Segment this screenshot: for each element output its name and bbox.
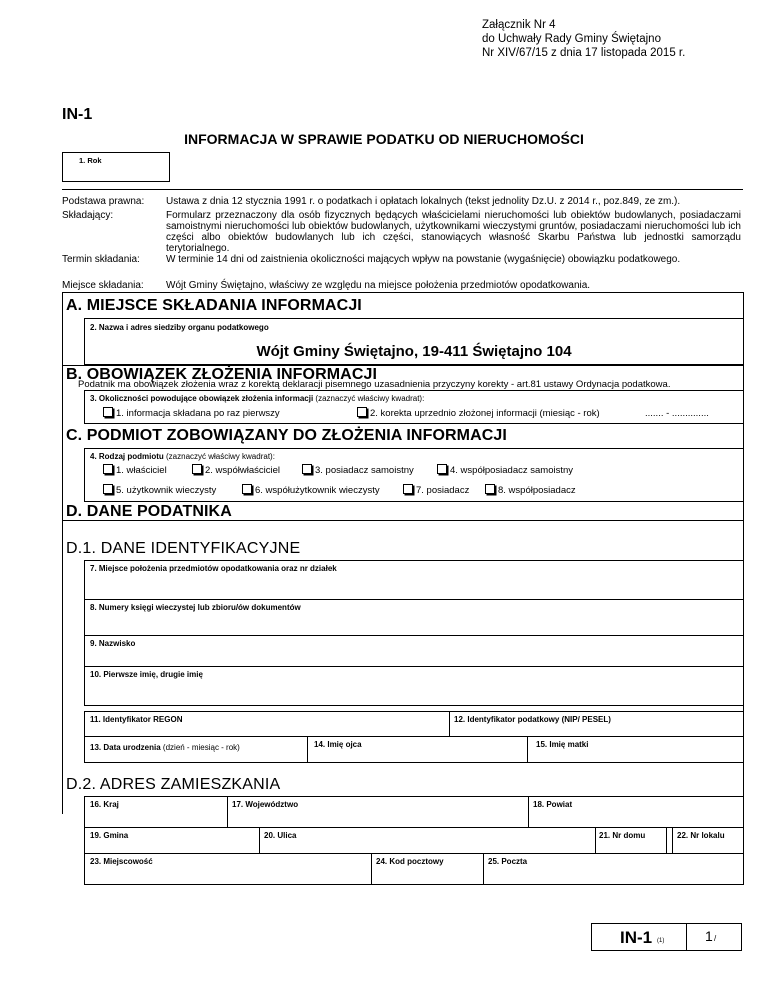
checkbox-icon[interactable] [302, 464, 312, 474]
section-b-title: B. OBOWIĄZEK ZŁOŻENIA INFORMACJI [66, 366, 378, 383]
resolution-number-date: Nr XIV/67/15 z dnia 17 listopada 2015 r. [482, 47, 686, 59]
field-land-register[interactable] [84, 599, 744, 636]
field-surname-label: 9. Nazwisko [90, 639, 136, 648]
option-first-filing[interactable]: 1. informacja składana po raz pierwszy [103, 407, 280, 419]
field-house-number[interactable] [595, 827, 667, 854]
field-voivodeship[interactable] [227, 796, 529, 828]
section-c-title: C. PODMIOT ZOBOWIĄZANY DO ZŁOŻENIA INFORMACJI [66, 427, 507, 444]
place-label: Miejsce składania: [62, 280, 144, 291]
option-correction[interactable]: 2. korekta uprzednio złożonej informacji (miesiąc - rok) [357, 407, 600, 419]
circumstances-hint: (zaznaczyć właściwy kwadrat): [315, 394, 425, 403]
field-nip-pesel-label: 12. Identyfikator podatkowy (NIP/ PESEL) [454, 715, 611, 724]
entity-type-field [84, 448, 744, 502]
field-locality-label: 23. Miejscowość [90, 857, 153, 866]
circumstances-label: 3. Okoliczności powodujące obowiązek złożenia informacji [90, 394, 314, 403]
field-land-register-label: 8. Numery księgi wieczystej lub zbioru/ów dokumentów [90, 603, 301, 612]
field-birth-date[interactable] [84, 736, 308, 763]
divider [62, 189, 743, 190]
option-possessor[interactable]: 7. posiadacz [403, 484, 469, 496]
field-apartment-number[interactable] [672, 827, 744, 854]
option-co-perpetual-user[interactable]: 6. współużytkownik wieczysty [242, 484, 380, 496]
authority-field [84, 318, 744, 365]
form-code: IN-1 [62, 106, 93, 123]
checkbox-icon[interactable] [437, 464, 447, 474]
checkbox-icon[interactable] [103, 407, 113, 417]
field-county[interactable] [528, 796, 744, 828]
field-country-label: 16. Kraj [90, 800, 119, 809]
section-d1-title: D.1. DANE IDENTYFIKACYJNE [66, 540, 301, 557]
field-postal-code-label: 24. Kod pocztowy [376, 857, 444, 866]
form-title: INFORMACJA W SPRAWIE PODATKU OD NIERUCHOMOŚCI [184, 131, 584, 147]
year-label: 1. Rok [79, 156, 102, 165]
field-postal-code[interactable] [371, 853, 484, 885]
field-nip-pesel[interactable] [449, 711, 744, 737]
field-apartment-number-label: 22. Nr lokalu [677, 831, 725, 840]
annex-number: Załącznik Nr 4 [482, 19, 556, 31]
field-father-name[interactable] [307, 736, 528, 763]
footer-form-code: IN-1 [620, 928, 653, 947]
legal-basis-text: Ustawa z dnia 12 stycznia 1991 r. o podatkach i opłatach lokalnych (tekst jednolity Dz.U. z 2014 r., poz.849, ze zm.). [166, 196, 681, 207]
field-street-label: 20. Ulica [264, 831, 297, 840]
frame-top [62, 292, 744, 293]
checkbox-icon[interactable] [192, 464, 202, 474]
deadline-text: W terminie 14 dni od zaistnienia okoliczności mających wpływ na powstanie (wygaśnięcie) obowiązku podatkowego. [166, 254, 681, 265]
field-first-names-label: 10. Pierwsze imię, drugie imię [90, 670, 203, 679]
option-perpetual-user[interactable]: 5. użytkownik wieczysty [103, 484, 216, 496]
field-regon[interactable] [84, 711, 450, 737]
field-commune[interactable] [84, 827, 260, 854]
field-surname[interactable] [84, 635, 744, 667]
field-voivodeship-label: 17. Województwo [232, 800, 299, 809]
field-property-location-label: 7. Miejsce położenia przedmiotów opodatkowania oraz nr działek [90, 564, 337, 573]
filer-label: Składający: [62, 210, 114, 221]
correction-date-blank[interactable]: ....... - .............. [645, 408, 709, 419]
checkbox-icon[interactable] [485, 484, 495, 494]
field-birth-date-label: 13. Data urodzenia [90, 743, 161, 752]
checkbox-icon[interactable] [103, 484, 113, 494]
correction-note: Podatnik ma obowiązek złożenia wraz z korektą deklaracji pisemnego uzasadnienia przyczyny korekty - art.81 ustawy Ordynacja podatkowa. [78, 379, 671, 390]
checkbox-icon[interactable] [403, 484, 413, 494]
option-co-independent-possessor[interactable]: 4. współposiadacz samoistny [437, 464, 573, 476]
field-property-location[interactable] [84, 560, 744, 600]
section-d-title: D. DANE PODATNIKA [66, 503, 232, 520]
frame-left [62, 292, 63, 814]
checkbox-icon[interactable] [357, 407, 367, 417]
footer-page-box [686, 923, 742, 951]
entity-type-hint: (zaznaczyć właściwy kwadrat): [166, 452, 275, 461]
resolution-title: do Uchwały Rady Gminy Świętajno [482, 33, 661, 45]
legal-basis-label: Podstawa prawna: [62, 196, 145, 207]
page-separator: / [714, 934, 717, 943]
field-county-label: 18. Powiat [533, 800, 573, 809]
entity-type-label: 4. Rodzaj podmiotu [90, 452, 164, 461]
option-co-possessor[interactable]: 8. współposiadacz [485, 484, 576, 496]
divider [62, 520, 744, 521]
section-d2-title: D.2. ADRES ZAMIESZKANIA [66, 776, 281, 793]
field-post-office[interactable] [483, 853, 744, 885]
field-post-office-label: 25. Poczta [488, 857, 528, 866]
footer-form-code-box [591, 923, 687, 951]
checkbox-icon[interactable] [242, 484, 252, 494]
field-mother-name[interactable] [527, 736, 744, 763]
field-first-names[interactable] [84, 666, 744, 706]
option-owner[interactable]: 1. właściciel [103, 464, 167, 476]
option-independent-possessor[interactable]: 3. posiadacz samoistny [302, 464, 414, 476]
field-house-number-label: 21. Nr domu [599, 831, 646, 840]
field-mother-name-label: 15. Imię matki [536, 740, 589, 749]
footer-form-sub: (1) [657, 938, 665, 944]
field-commune-label: 19. Gmina [90, 831, 129, 840]
field-locality[interactable] [84, 853, 372, 885]
filer-text: Formularz przeznaczony dla osób fizycznych będących właścicielami nieruchomości lub obiektów budowlanych, posiadaczami samoistnymi nieruchomości lub obiektów budowlanych, użytkownikami wieczystymi gruntów, posiadaczami nieruchomości lub ich części albo obiektów budowlanych lub ich części, stanowiących własność Skarbu Państwa lub jednostki samorządu terytorialnego. [166, 210, 741, 254]
authority-name: Wójt Gminy Świętajno, 19-411 Świętajno 104 [256, 343, 572, 360]
section-a-title: A. MIEJSCE SKŁADANIA INFORMACJI [66, 297, 362, 314]
place-text: Wójt Gminy Świętajno, właściwy ze względu na miejsce położenia przedmiotów opodatkowania. [166, 280, 591, 291]
option-co-owner[interactable]: 2. współwłaściciel [192, 464, 280, 476]
year-field[interactable] [62, 152, 170, 182]
checkbox-icon[interactable] [103, 464, 113, 474]
field-street[interactable] [259, 827, 596, 854]
page-number: 1 [705, 928, 713, 944]
authority-label: 2. Nazwa i adres siedziby organu podatkowego [90, 323, 269, 332]
field-regon-label: 11. Identyfikator REGON [90, 715, 183, 724]
circumstances-field [84, 390, 744, 424]
field-father-name-label: 14. Imię ojca [314, 740, 362, 749]
deadline-label: Termin składania: [62, 254, 140, 265]
field-birth-date-hint: (dzień - miesiąc - rok) [162, 743, 240, 752]
field-country[interactable] [84, 796, 228, 828]
